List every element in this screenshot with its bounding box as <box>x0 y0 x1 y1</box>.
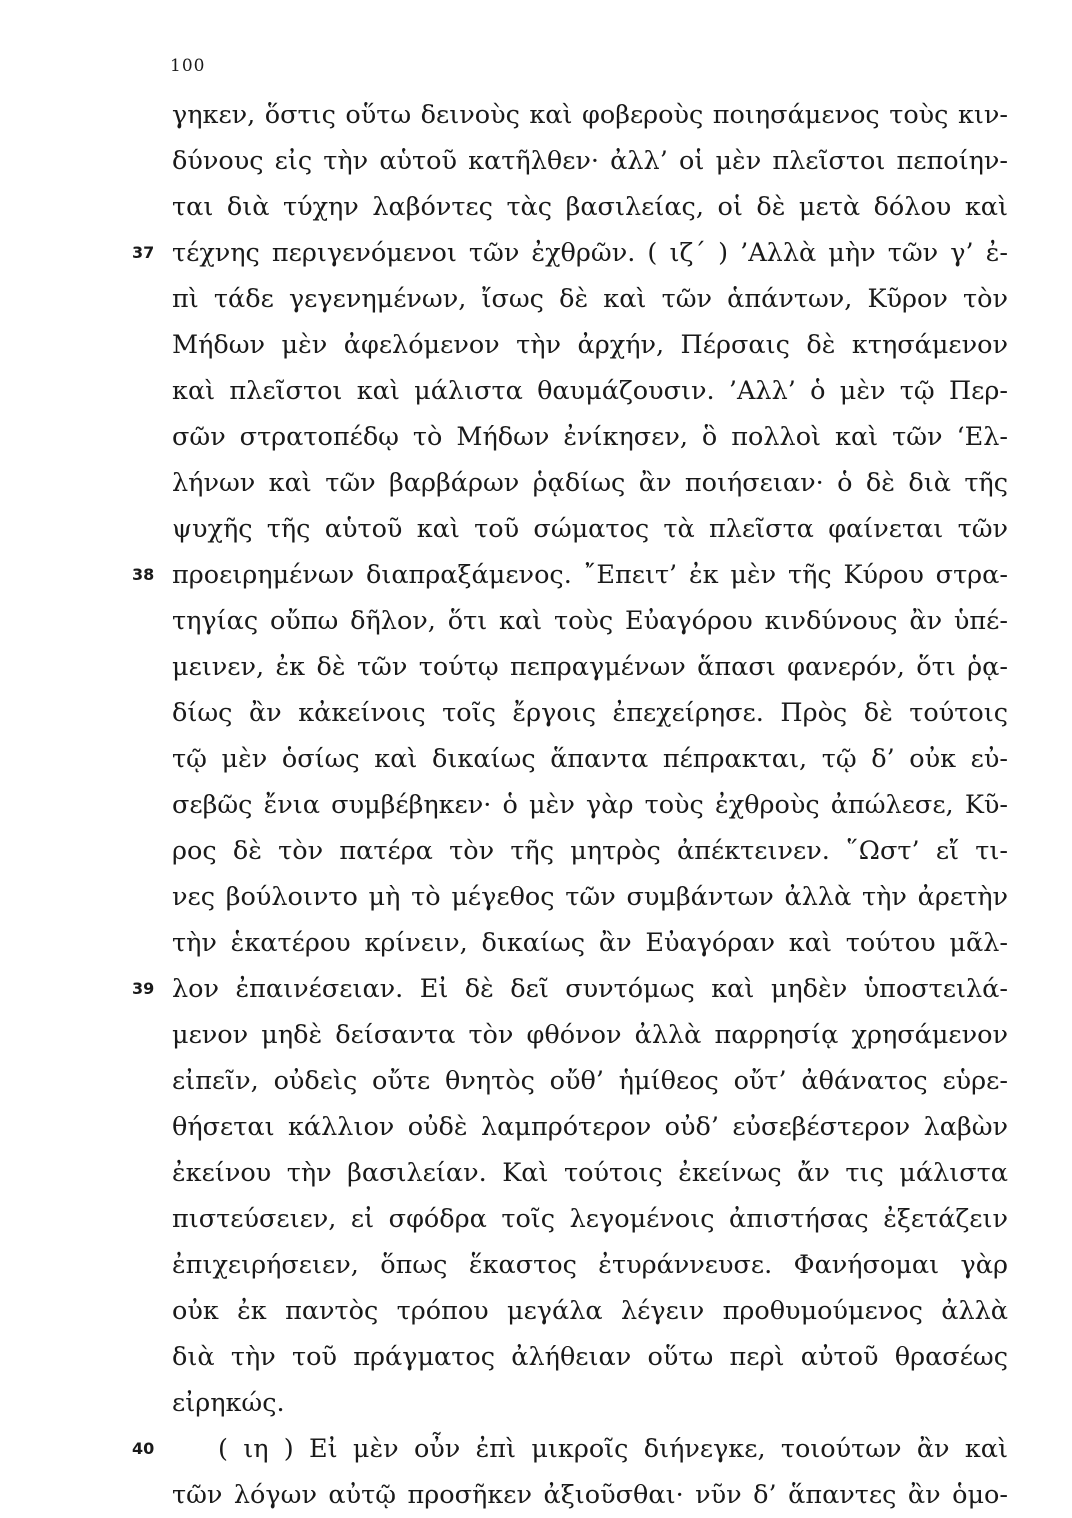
page-number: 100 <box>170 56 206 76</box>
text-line: καὶ πλεῖστοι καὶ μάλιστα θαυμάζουσιν. ’Αλλ’ ὁ μὲν τῷ Περ- <box>172 376 1008 406</box>
text-line: τῷ μὲν ὁσίως καὶ δικαίως ἅπαντα πέπρακται, τῷ δ’ οὐκ εὐ- <box>172 744 1008 774</box>
body-text <box>132 92 1008 1518</box>
text-line: εἰρηκώς. <box>172 1388 285 1418</box>
text-line: νες βούλοιντο μὴ τὸ μέγεθος τῶν συμβάντων ἀλλὰ τὴν ἀρετὴν <box>172 882 1008 912</box>
text-line: οὐκ ἐκ παντὸς τρόπου μεγάλα λέγειν προθυμούμενος ἀλλὰ <box>172 1296 1008 1326</box>
text-line: δύνους εἰς τὴν αὑτοῦ κατῆλθεν· ἀλλ’ οἱ μὲν πλεῖστοι πεποίην- <box>172 146 1008 176</box>
section-number: 37 <box>132 243 155 262</box>
text-line: 38 προειρημένων διαπραξάμενος. ῎Επειτ’ ἐκ μὲν τῆς Κύρου στρα- <box>172 552 1008 598</box>
text-line: πὶ τάδε γεγενημένων, ἴσως δὲ καὶ τῶν ἁπάντων, Κῦρον τὸν <box>172 284 1008 314</box>
text-line: 37 τέχνης περιγενόμενοι τῶν ἐχθρῶν. ( ιζ΄ ) ’Αλλὰ μὴν τῶν γ’ ἐ- <box>172 230 1008 276</box>
text-line: γηκεν, ὅστις οὕτω δεινοὺς καὶ φοβεροὺς ποιησάμενος τοὺς κιν- <box>172 100 1008 130</box>
text-line: σεβῶς ἔνια συμβέβηκεν· ὁ μὲν γὰρ τοὺς ἐχθροὺς ἀπώλεσε, Κῦ- <box>172 790 1008 820</box>
text-line: τῶν λόγων αὐτῷ προσῆκεν ἀξιοῦσθαι· νῦν δ’ ἅπαντες ἂν ὁμο- <box>172 1480 1008 1510</box>
text-line: λήνων καὶ τῶν βαρβάρων ῥᾳδίως ἂν ποιήσειαν· ὁ δὲ διὰ τῆς <box>172 468 1008 498</box>
text-line: εἰπεῖν, οὐδεὶς οὔτε θνητὸς οὔθ’ ἡμίθεος οὔτ’ ἀθάνατος εὑρε- <box>172 1066 1008 1096</box>
text-line: μενον μηδὲ δείσαντα τὸν φθόνον ἀλλὰ παρρησίᾳ χρησάμενον <box>172 1020 1008 1050</box>
text-line: σῶν στρατοπέδῳ τὸ Μήδων ἐνίκησεν, ὃ πολλοὶ καὶ τῶν ‘Ελ- <box>172 422 1008 452</box>
text-line: Μήδων μὲν ἀφελόμενον τὴν ἀρχήν, Πέρσαις δὲ κτησάμενον <box>172 330 1008 360</box>
text-line: ρος δὲ τὸν πατέρα τὸν τῆς μητρὸς ἀπέκτεινεν. ῞Ωστ’ εἴ τι- <box>172 836 1008 866</box>
text-line: τηγίας οὔπω δῆλον, ὅτι καὶ τοὺς Εὐαγόρου κινδύνους ἂν ὑπέ- <box>172 606 1008 636</box>
section-number: 39 <box>132 979 155 998</box>
text-line: θήσεται κάλλιον οὐδὲ λαμπρότερον οὐδ’ εὐσεβέστερον λαβὼν <box>172 1112 1008 1142</box>
section-number: 40 <box>132 1439 155 1458</box>
text-line: μεινεν, ἐκ δὲ τῶν τούτῳ πεπραγμένων ἅπασι φανερόν, ὅτι ῥᾳ- <box>172 652 1008 682</box>
text-line: διὰ τὴν τοῦ πράγματος ἀλήθειαν οὕτω περὶ αὐτοῦ θρασέως <box>172 1342 1008 1372</box>
text-line: 40 ( ιη ) Εἰ μὲν οὖν ἐπὶ μικροῖς διήνεγκε, τοιούτων ἂν καὶ <box>172 1426 1008 1472</box>
text-line: ται διὰ τύχην λαβόντες τὰς βασιλείας, οἱ δὲ μετὰ δόλου καὶ <box>172 192 1008 222</box>
text-line: πιστεύσειεν, εἰ σφόδρα τοῖς λεγομένοις ἀπιστήσας ἐξετάζειν <box>172 1204 1008 1234</box>
text-line: τὴν ἑκατέρου κρίνειν, δικαίως ἂν Εὐαγόραν καὶ τούτου μᾶλ- <box>172 928 1008 958</box>
text-line: ἐκείνου τὴν βασιλείαν. Καὶ τούτοις ἐκείνως ἄν τις μάλιστα <box>172 1158 1008 1188</box>
text-line: δίως ἂν κἀκείνοις τοῖς ἔργοις ἐπεχείρησε. Πρὸς δὲ τούτοις <box>172 698 1008 728</box>
text-line: ψυχῆς τῆς αὑτοῦ καὶ τοῦ σώματος τὰ πλεῖστα φαίνεται τῶν <box>172 514 1008 544</box>
text-line: ἐπιχειρήσειεν, ὅπως ἕκαστος ἐτυράννευσε. Φανήσομαι γὰρ <box>172 1250 1008 1280</box>
text-line: 39 λον ἐπαινέσειαν. Εἰ δὲ δεῖ συντόμως καὶ μηδὲν ὑποστειλά- <box>172 966 1008 1012</box>
section-number: 38 <box>132 565 155 584</box>
